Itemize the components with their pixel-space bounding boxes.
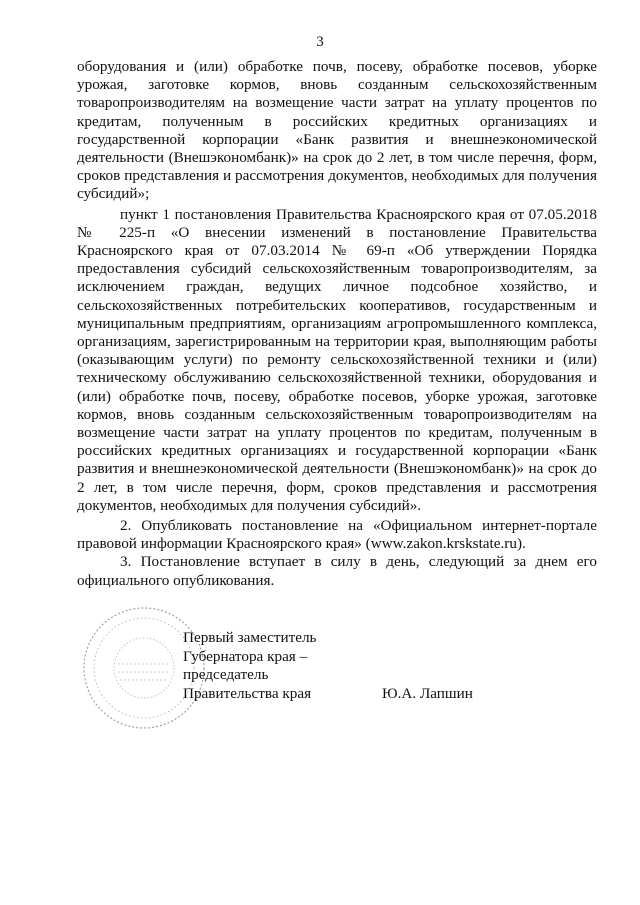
clause-2-paragraph: 2. Опубликовать постановление на «Официальном интернет-портале правовой информации Красноярского края» (www.zakon.krskstate.ru). [77,517,597,553]
clause-3-paragraph: 3. Постановление вступает в силу в день, следующий за днем его официального опубликования. [77,553,597,589]
signature-position-line: председатель [183,666,269,683]
signer-name: Ю.А. Лапшин [382,685,473,702]
signature-position-line: Губернатора края – [183,647,308,665]
page-number: 3 [316,34,324,50]
continuation-paragraph: оборудования и (или) обработке почв, посеву, обработке посевов, уборке урожая, заготовке кормов, вновь созданным сельскохозяйственным товаропроизводителям на возмещение части затрат на уплату процентов по кредитам, полученным в российских кредитных организациях и государственной корпорации «Банк развития и внешнеэкономической деятельности (Внешэкономбанк)» на срок до 2 лет, в том числе перечня, форм, сроков представления и рассмотрения документов, необходимых для получения субсидий»; [77,58,597,203]
signature-block [183,629,316,703]
signature-position-line: Первый заместитель [183,629,317,646]
signature-position-line: Правительства края [183,684,312,702]
document-body [77,58,597,590]
item-paragraph: пункт 1 постановления Правительства Красноярского края от 07.05.2018 № 225-п «О внесении изменений в постановление Правительства Красноярского края от 07.03.2014 № 69-п «Об утверждении Порядка предоставления субсидий сельскохозяйственным товаропроизводителям, за исключением граждан, ведущих личное подсобное хозяйство, и сельскохозяйственных потребительских кооперативов, государственным и муниципальным предприятиям, организациям агропромышленного комплекса, организациям, зарегистрированным на территории края, выполняющим работы (оказывающим услуги) по ремонту сельскохозяйственной техники и (или) техническому обслуживанию сельскохозяйственной техники, оборудования и (или) обработке почв, посеву, обработке посевов, уборке урожая, заготовке кормов, вновь созданным сельскохозяйственным товаропроизводителям на возмещение части затрат на уплату процентов по кредитам, полученным в российских кредитных организациях и государственной корпорации «Банк развития и внешнеэкономической деятельности (Внешэкономбанк)» на срок до 2 лет, в том числе перечня, форм, сроков представления и рассмотрения документов, необходимых для получения субсидий». [77,205,597,514]
